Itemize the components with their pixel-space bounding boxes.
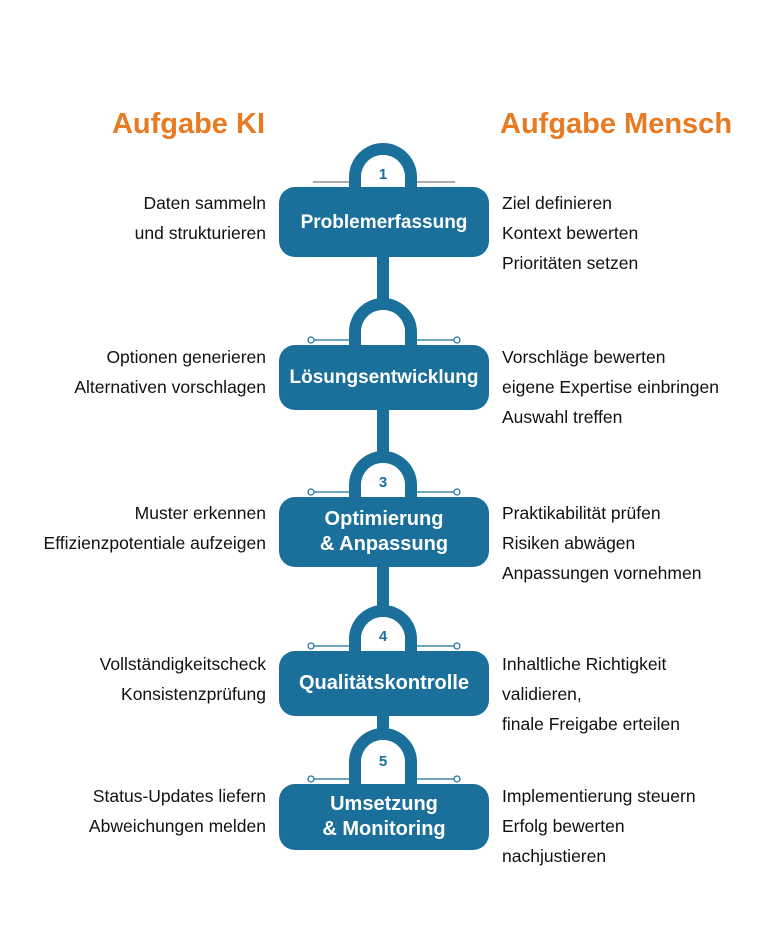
human-task-line: Auswahl treffen [502,407,623,427]
human-task-list [502,498,701,588]
connector-stem [377,408,389,457]
human-task-line: Inhaltliche Richtigkeit [502,654,667,674]
stage-title-line: Optimierung [324,508,444,530]
ai-task-list [74,342,266,402]
connector-stem [377,565,389,611]
connector-node [454,643,460,649]
human-task-line: Praktikabilität prüfen [502,503,661,523]
human-task-list [502,781,696,871]
human-task-list [502,188,638,278]
stage-title-line: Qualitätskontrolle [298,672,470,694]
stage-number: 3 [378,474,388,491]
ai-task-line: Abweichungen melden [88,816,266,836]
stage-title [279,671,489,696]
stage-title-line: Umsetzung [330,793,438,815]
stage-title [279,507,489,557]
human-task-line: Implementierung steuern [502,786,696,806]
stage-title-line: Lösungsentwicklung [289,367,479,388]
ai-task-line: und strukturieren [134,223,266,243]
connector-node [308,337,314,343]
ai-task-list [44,498,266,558]
human-task-line: validieren, [502,684,582,704]
stage-number: 4 [378,628,388,645]
human-task-line: finale Freigabe erteilen [502,714,681,734]
human-task-line: eigene Expertise einbringen [502,377,719,397]
connector-stem [377,255,389,304]
connector-node [454,337,460,343]
ai-task-line: Daten sammeln [143,193,266,213]
ai-task-list [135,188,266,248]
stage-number: 5 [378,753,388,770]
heading-human-tasks: Aufgabe Mensch [500,108,733,140]
stage-number: 1 [378,166,388,183]
human-task-line: Erfolg bewerten [502,816,625,836]
human-task-line: Vorschläge bewerten [502,347,666,367]
human-task-list [502,342,719,432]
connector-node [308,776,314,782]
ai-task-line: Konsistenzprüfung [121,684,266,704]
heading-ai-tasks: Aufgabe KI [111,108,265,140]
stage-title [279,792,489,842]
human-task-line: Ziel definieren [502,193,612,213]
ai-task-line: Effizienzpotentiale aufzeigen [43,533,266,553]
human-task-line: Kontext bewerten [502,223,639,243]
human-task-list [502,649,680,739]
stage-title-line: & Monitoring [322,818,446,840]
human-task-line: Anpassungen vornehmen [502,563,702,583]
ai-task-list [100,649,266,709]
ai-task-line: Status-Updates liefern [92,786,266,806]
connector-node [454,776,460,782]
stage-title [279,210,489,235]
ai-task-line: Vollständigkeitscheck [99,654,266,674]
ai-task-line: Muster erkennen [134,503,266,523]
stage-title [279,365,489,390]
connector-node [454,489,460,495]
human-task-line: Risiken abwägen [502,533,636,553]
connector-node [308,643,314,649]
ai-task-line: Alternativen vorschlagen [74,377,266,397]
connector-node [308,489,314,495]
ai-task-line: Optionen generieren [106,347,266,367]
human-task-line: Prioritäten setzen [502,253,639,273]
stage-title-line: Problemerfassung [300,211,468,233]
ai-task-list [89,781,266,841]
human-task-line: nachjustieren [502,846,607,866]
stage-title-line: & Anpassung [319,533,449,555]
